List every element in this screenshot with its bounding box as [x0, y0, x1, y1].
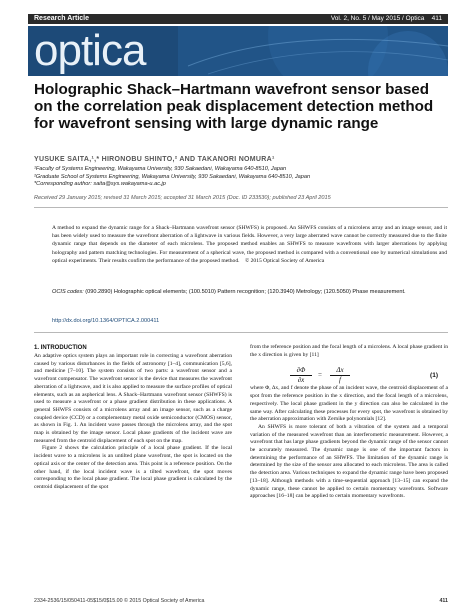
- right-paragraph-1: where Φ, Δx, and f denote the phase of an incident wave, the centroid displacement of a spot from the reference position in the x direction, and the focal length of a microlens, respectively. The local phase gradient in the y direction can also be calculated in the same way. After calculating these processes for every spot, the wavefront is obtained by the aberration approximation with Zernike polynomials [12].: [250, 385, 448, 423]
- equation-lhs-denominator: ∂x: [297, 376, 305, 384]
- abstract: [52, 224, 447, 265]
- page-footer: [34, 598, 448, 605]
- header-page-number: 411: [431, 15, 442, 22]
- footer-page-number: 411: [439, 598, 448, 604]
- copyright-notice: © 2015 Optical Society of America: [244, 257, 325, 264]
- affiliations: [34, 166, 310, 189]
- footer-issn: 2334-2536/15/050411-05$15/0$15.00 © 2015 Optical Society of America: [34, 598, 205, 604]
- right-paragraph-0: from the reference position and the focal length of a microlens. A local phase gradient in the x direction is given by [11]: [250, 344, 448, 358]
- divider-rule: [34, 207, 448, 208]
- equation-rhs: [330, 366, 350, 385]
- ocis-codes: [52, 288, 447, 296]
- equation-1: [250, 366, 448, 388]
- author-list: YUSUKE SAITA,¹,* HIRONOBU SHINTO,² AND TAKANORI NOMURA¹: [34, 156, 275, 163]
- equation-lhs-numerator: ∂Φ: [290, 366, 312, 376]
- intro-paragraph-2: Figure 2 shows the calculation principle of a local phase gradient. If the local incident wave to a microlens is an untilted plane wavefront, the spot is located on the optical axis or the center of the detection area. This point is a reference position. On the other hand, if the local incident wave is a tilted wavefront, the spot moves corresponding to the local phase gradient. The local phase gradient is calculated by the centroid displacement of the spot: [34, 445, 232, 490]
- equation-number: (1): [430, 372, 438, 379]
- abstract-text: A method to expand the dynamic range for a Shack–Hartmann wavefront sensor (SHWFS) is proposed. An SHWFS consists of a microlens array and an image sensor, and it has been widely used to measure the wavefront aberration of a lightwave in various fields. However, a very large aberrated wave cannot be correctly measured due to the finite dynamic range that depends on the diameter of each microlens. The proposed method enables an SHWFS to measure wavefronts with larger aberrations by applying holography and pattern matching technologies. For measurement of a spherical wave, the proposed method is compared with a conventional one by numerical simulations and optical experiments. Their results confirm the performance of the proposed method.: [52, 225, 447, 264]
- journal-header-bar: [28, 14, 448, 24]
- affiliation-2: ²Graduate School of Systems Engineering, Wakayama University, 930 Sakaedani, Wakayama 640-8510, Japan: [34, 173, 311, 180]
- journal-issue-info: [331, 14, 442, 24]
- journal-info: Vol. 2, No. 5 / May 2015 / Optica: [330, 15, 425, 22]
- equation-rhs-numerator: Δx: [330, 366, 350, 376]
- intro-paragraph-1: An adaptive optics system plays an important role in correcting a wavefront aberration caused by various disturbances in the fields of astronomy [1–4], communication [5,6], and medicine [7–10]. The system consists of two parts: a wavefront sensor and a wavefront compensator. The wavefront sensor is the device that measures the wavefront aberration of a lightwave, and it is also applied to measure the surface profiles of optical elements, such as an aspherical lens. A Shack–Hartmann wavefront sensor (SHWFS) is used to measure a wavefront or a phase gradient distribution in these applications. A general SHWFS consists of a microlens array and an image sensor, such as a charge coupled device (CCD) or a complementary metal oxide semiconductor (CMOS) sensor, as shown in Fig. 1. An incident wave passes through the microlens array, and the spot map is obtained by the image sensor. Local phase gradients of the incident wave are measured from the centroid displacement of each spot on the map.: [34, 353, 232, 444]
- equation-lhs: [290, 366, 312, 385]
- article-title: Holographic Shack–Hartmann wavefront sensor based on the correlation peak displacement detection method for wavefront sensing with large dynamic range: [34, 81, 434, 132]
- equation-rhs-denominator: f: [339, 376, 341, 384]
- journal-brand-band: [28, 26, 448, 76]
- received-dates: Received 29 January 2015; revised 31 March 2015; accepted 31 March 2015 (Doc. ID 233530); published 23 April 2015: [34, 195, 331, 201]
- optica-logo: optica: [34, 26, 146, 75]
- ocis-label: OCIS codes:: [52, 289, 84, 295]
- section-label: Research Article: [34, 15, 89, 22]
- right-paragraph-2: An SHWFS is more tolerant of both a vibration of the system and a temporal variation of the measured wavefront than an interferometric measurement. However, a wavefront that has large phase gradients beyond the dynamic range of the sensor cannot be accurately measured. The dynamic range is one of the important factors in determining the performance of an SHWFS. The limitation of the dynamic range is determined by the size of the sensor area allocated to each microlens. The area is called the detection area. Various techniques to expand the dynamic range have been proposed [13–18]. Although methods with a time-sequential approach [13–15] can expand the dynamic range, these cannot be applied to certain momentary wavefronts. Software approaches [16–18] can be applied to certain momentary wavefronts.: [250, 423, 448, 500]
- left-column: [34, 344, 232, 492]
- doi-link[interactable]: http://dx.doi.org/10.1364/OPTICA.2.000411: [52, 318, 160, 324]
- section-heading-introduction: 1. INTRODUCTION: [34, 345, 87, 351]
- equals-sign: =: [318, 371, 322, 379]
- corresponding-author: *Corresponding author: saita@sys.wakayama-u.ac.jp: [34, 181, 166, 188]
- divider-rule: [34, 332, 448, 333]
- affiliation-1: ¹Faculty of Systems Engineering, Wakayama University, 930 Sakaedani, Wakayama 640-8510, Japan: [34, 166, 287, 172]
- ocis-text: (090.2890) Holographic optical elements; (100.5010) Pattern recognition; (120.3940) Metrology; (120.5050) Phase measurement.: [85, 289, 406, 295]
